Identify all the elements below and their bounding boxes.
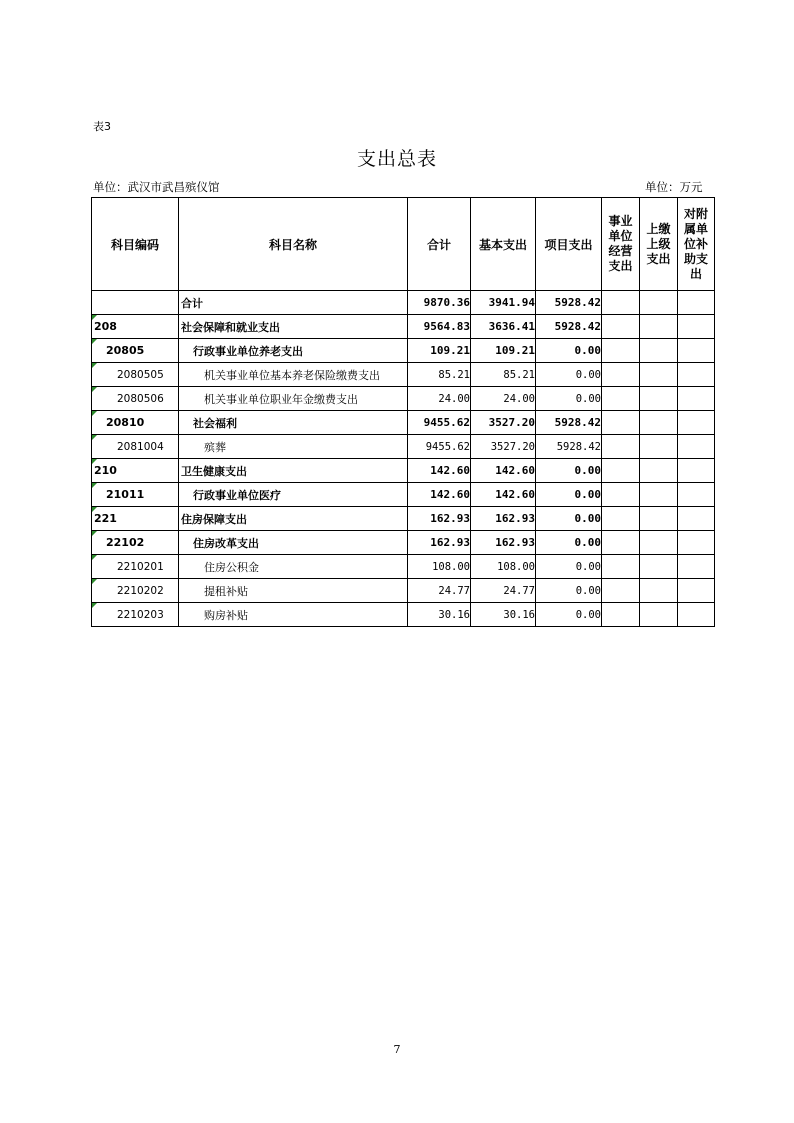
cell-upper [640,531,678,555]
cell-operating [602,483,640,507]
cell-basic: 109.21 [471,339,536,363]
cell-name: 社会福利 [179,411,408,435]
cell-name: 提租补贴 [179,579,408,603]
cell-code: 2210201 [92,555,179,579]
cell-basic: 24.77 [471,579,536,603]
header-basic: 基本支出 [471,198,536,291]
cell-project: 0.00 [536,339,602,363]
cell-code: 20810 [92,411,179,435]
page-number: 7 [393,1043,401,1056]
cell-subsidy [678,315,715,339]
cell-code: 2210202 [92,579,179,603]
cell-total: 24.00 [408,387,471,411]
cell-code: 2210203 [92,603,179,627]
cell-upper [640,459,678,483]
cell-operating [602,435,640,459]
table-row [92,315,715,339]
cell-basic: 24.00 [471,387,536,411]
cell-code: 2080505 [92,363,179,387]
table-row [92,555,715,579]
cell-code: 20805 [92,339,179,363]
cell-total: 85.21 [408,363,471,387]
cell-basic: 3941.94 [471,291,536,315]
cell-project: 5928.42 [536,435,602,459]
cell-upper [640,579,678,603]
unit-currency: 单位：万元 [645,180,703,194]
header-subsidy: 对附属单位补助支出 [678,198,715,291]
cell-basic: 3527.20 [471,411,536,435]
cell-subsidy [678,483,715,507]
cell-code: 208 [92,315,179,339]
cell-name: 合计 [179,291,408,315]
cell-operating [602,507,640,531]
table-row [92,339,715,363]
cell-subsidy [678,507,715,531]
cell-name: 行政事业单位医疗 [179,483,408,507]
cell-operating [602,339,640,363]
cell-subsidy [678,579,715,603]
cell-basic: 3636.41 [471,315,536,339]
cell-code: 21011 [92,483,179,507]
table-row [92,435,715,459]
cell-basic: 142.60 [471,459,536,483]
cell-upper [640,411,678,435]
cell-subsidy [678,291,715,315]
header-operating: 事业单位经营支出 [602,198,640,291]
cell-total: 142.60 [408,483,471,507]
cell-name: 住房保障支出 [179,507,408,531]
cell-operating [602,531,640,555]
cell-project: 0.00 [536,363,602,387]
page-title: 支出总表 [356,148,437,170]
cell-project: 5928.42 [536,291,602,315]
cell-subsidy [678,411,715,435]
cell-project: 0.00 [536,459,602,483]
cell-name: 机关事业单位基本养老保险缴费支出 [179,363,408,387]
table-row [92,291,715,315]
cell-operating [602,603,640,627]
table-row [92,483,715,507]
cell-project: 0.00 [536,603,602,627]
cell-basic: 30.16 [471,603,536,627]
cell-code: 210 [92,459,179,483]
cell-total: 9455.62 [408,411,471,435]
cell-code: 2081004 [92,435,179,459]
cell-code: 22102 [92,531,179,555]
cell-basic: 162.93 [471,531,536,555]
cell-project: 0.00 [536,507,602,531]
cell-project: 0.00 [536,387,602,411]
table-label: 表3 [93,120,111,133]
cell-project: 5928.42 [536,315,602,339]
cell-name: 卫生健康支出 [179,459,408,483]
cell-upper [640,315,678,339]
cell-subsidy [678,555,715,579]
cell-name: 社会保障和就业支出 [179,315,408,339]
unit-organization: 单位：武汉市武昌殡仪馆 [93,180,220,194]
cell-basic: 162.93 [471,507,536,531]
cell-upper [640,387,678,411]
table-row [92,579,715,603]
cell-code [92,291,179,315]
cell-upper [640,339,678,363]
cell-upper [640,507,678,531]
table-row [92,603,715,627]
cell-upper [640,555,678,579]
cell-operating [602,315,640,339]
header-project: 项目支出 [536,198,602,291]
header-upper: 上缴上级支出 [640,198,678,291]
header-name: 科目名称 [179,198,408,291]
cell-basic: 3527.20 [471,435,536,459]
cell-project: 5928.42 [536,411,602,435]
cell-total: 9870.36 [408,291,471,315]
cell-total: 9564.83 [408,315,471,339]
cell-basic: 85.21 [471,363,536,387]
cell-subsidy [678,339,715,363]
cell-code: 221 [92,507,179,531]
cell-name: 机关事业单位职业年金缴费支出 [179,387,408,411]
table-row [92,531,715,555]
cell-operating [602,579,640,603]
cell-name: 住房改革支出 [179,531,408,555]
cell-operating [602,459,640,483]
cell-subsidy [678,435,715,459]
cell-upper [640,435,678,459]
cell-name: 住房公积金 [179,555,408,579]
cell-total: 162.93 [408,531,471,555]
cell-subsidy [678,603,715,627]
cell-total: 162.93 [408,507,471,531]
cell-operating [602,363,640,387]
cell-operating [602,291,640,315]
table-row [92,387,715,411]
cell-upper [640,483,678,507]
header-code: 科目编码 [92,198,179,291]
cell-name: 殡葬 [179,435,408,459]
cell-subsidy [678,459,715,483]
cell-subsidy [678,531,715,555]
cell-total: 108.00 [408,555,471,579]
cell-basic: 142.60 [471,483,536,507]
cell-name: 购房补贴 [179,603,408,627]
cell-operating [602,555,640,579]
table-row [92,411,715,435]
cell-name: 行政事业单位养老支出 [179,339,408,363]
table-row [92,363,715,387]
cell-upper [640,603,678,627]
table-header-row [92,198,715,291]
cell-total: 30.16 [408,603,471,627]
cell-total: 142.60 [408,459,471,483]
cell-project: 0.00 [536,555,602,579]
cell-subsidy [678,363,715,387]
header-total: 合计 [408,198,471,291]
cell-total: 24.77 [408,579,471,603]
table-row [92,459,715,483]
cell-total: 9455.62 [408,435,471,459]
cell-subsidy [678,387,715,411]
cell-upper [640,363,678,387]
cell-basic: 108.00 [471,555,536,579]
cell-upper [640,291,678,315]
cell-total: 109.21 [408,339,471,363]
cell-project: 0.00 [536,531,602,555]
cell-project: 0.00 [536,483,602,507]
cell-operating [602,387,640,411]
cell-code: 2080506 [92,387,179,411]
cell-project: 0.00 [536,579,602,603]
expenditure-table [91,197,715,627]
cell-operating [602,411,640,435]
table-row [92,507,715,531]
